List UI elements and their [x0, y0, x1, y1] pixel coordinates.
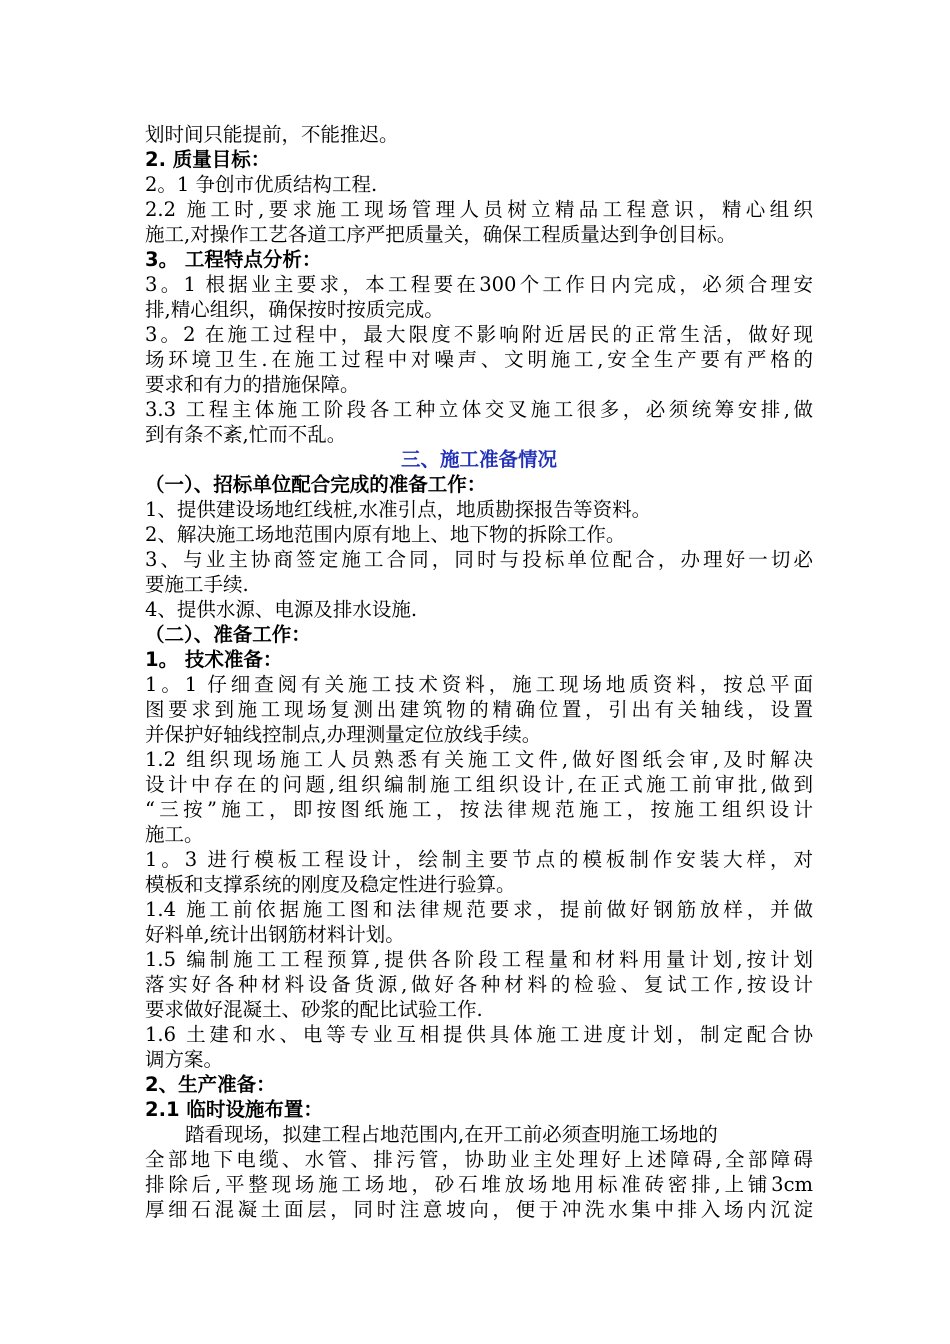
- list-item-continuation: 要施工手续.: [145, 573, 249, 596]
- paragraph-line: 模板和支撑系统的刚度及稳定性进行验算。: [145, 873, 516, 896]
- paragraph-line: 1。3 进行模板工程设计，绘制主要节点的模板制作安装大样，对: [145, 848, 813, 871]
- section-heading-production-prep: 2、生产准备：: [145, 1073, 276, 1096]
- section-heading-project-features: 3。 工程特点分析：: [145, 248, 322, 271]
- paragraph-line: 到有条不紊,忙而不乱。: [145, 423, 347, 446]
- document-body: [145, 122, 813, 1222]
- paragraph-line: 3。2 在施工过程中，最大限度不影响附近居民的正常生活，做好现: [145, 323, 813, 346]
- paragraph-line: 并保护好轴线控制点,办理测量定位放线手续。: [145, 723, 542, 746]
- paragraph-line: 1.5 编制施工工程预算,提供各阶段工程量和材料用量计划,按计划: [145, 948, 813, 971]
- section-heading-quality-goals: 2. 质量目标：: [145, 148, 271, 171]
- paragraph-line: 场环境卫生.在施工过程中对噪声、文明施工,安全生产要有严格的: [145, 348, 813, 371]
- paragraph-line: 排除后,平整现场施工场地，砂石堆放场地用标准砖密排,上铺3cm: [145, 1173, 813, 1196]
- section-heading-technical-prep: 1。 技术准备：: [145, 648, 283, 671]
- paragraph-line: 1.2 组织现场施工人员熟悉有关施工文件,做好图纸会审,及时解决: [145, 748, 813, 771]
- paragraph-line: 调方案。: [145, 1048, 224, 1071]
- paragraph-line: 划时间只能提前，不能推迟。: [145, 123, 399, 146]
- paragraph-line: 要求做好混凝土、砂浆的配比试验工作.: [145, 998, 483, 1021]
- paragraph-line: 好料单,统计出钢筋材料计划。: [145, 923, 405, 946]
- paragraph-line: 2。1 争创市优质结构工程.: [145, 173, 378, 196]
- paragraph-line: 施工,对操作工艺各道工序严把质量关，确保工程质量达到争创目标。: [145, 223, 737, 246]
- paragraph-line: 厚细石混凝土面层，同时注意坡向，便于冲洗水集中排入场内沉淀: [145, 1198, 813, 1221]
- list-item: 2、解决施工场地范围内原有地上、地下物的拆除工作。: [145, 523, 626, 546]
- chapter-title: 三、施工准备情况: [400, 448, 557, 471]
- paragraph-line: 要求和有力的措施保障。: [145, 373, 360, 396]
- paragraph-line: 1.6 土建和水、电等专业互相提供具体施工进度计划，制定配合协: [145, 1023, 813, 1046]
- paragraph-line: 排,精心组织，确保按时按质完成。: [145, 298, 444, 321]
- list-item: 4、提供水源、电源及排水设施.: [145, 598, 418, 621]
- subsection-heading-tenderer-prep: （一）、招标单位配合完成的准备工作：: [145, 473, 487, 496]
- paragraph-line: 施工。: [145, 823, 204, 846]
- paragraph-line: 3。1 根据业主要求，本工程要在300个工作日内完成，必须合理安: [145, 273, 813, 296]
- paragraph-line: 踏看现场，拟建工程占地范围内,在开工前必须查明施工场地的: [185, 1123, 718, 1146]
- paragraph-line: “三按”施工，即按图纸施工，按法律规范施工，按施工组织设计: [145, 798, 813, 821]
- paragraph-line: 3.3 工程主体施工阶段各工种立体交叉施工很多，必须统筹安排,做: [145, 398, 813, 421]
- paragraph-line: 全部地下电缆、水管、排污管，协助业主处理好上述障碍,全部障碍: [145, 1148, 813, 1171]
- list-item: 3、与业主协商签定施工合同，同时与投标单位配合，办理好一切必: [145, 548, 813, 571]
- list-item: 1、提供建设场地红线桩,水准引点，地质勘探报告等资料。: [145, 498, 652, 521]
- paragraph-line: 设计中存在的问题,组织编制施工组织设计,在正式施工前审批,做到: [145, 773, 813, 796]
- paragraph-line: 1。1 仔细查阅有关施工技术资料，施工现场地质资料，按总平面: [145, 673, 813, 696]
- paragraph-line: 落实好各种材料设备货源,做好各种材料的检验、复试工作,按设计: [145, 973, 813, 996]
- paragraph-line: 2.2 施工时,要求施工现场管理人员树立精品工程意识，精心组织: [145, 198, 813, 221]
- section-heading-temporary-facilities: 2.1 临时设施布置：: [145, 1098, 323, 1121]
- paragraph-line: 图要求到施工现场复测出建筑物的精确位置，引出有关轴线，设置: [145, 698, 813, 721]
- subsection-heading-preparation: （二）、准备工作：: [145, 623, 311, 646]
- paragraph-line: 1.4 施工前依据施工图和法律规范要求，提前做好钢筋放样，并做: [145, 898, 813, 921]
